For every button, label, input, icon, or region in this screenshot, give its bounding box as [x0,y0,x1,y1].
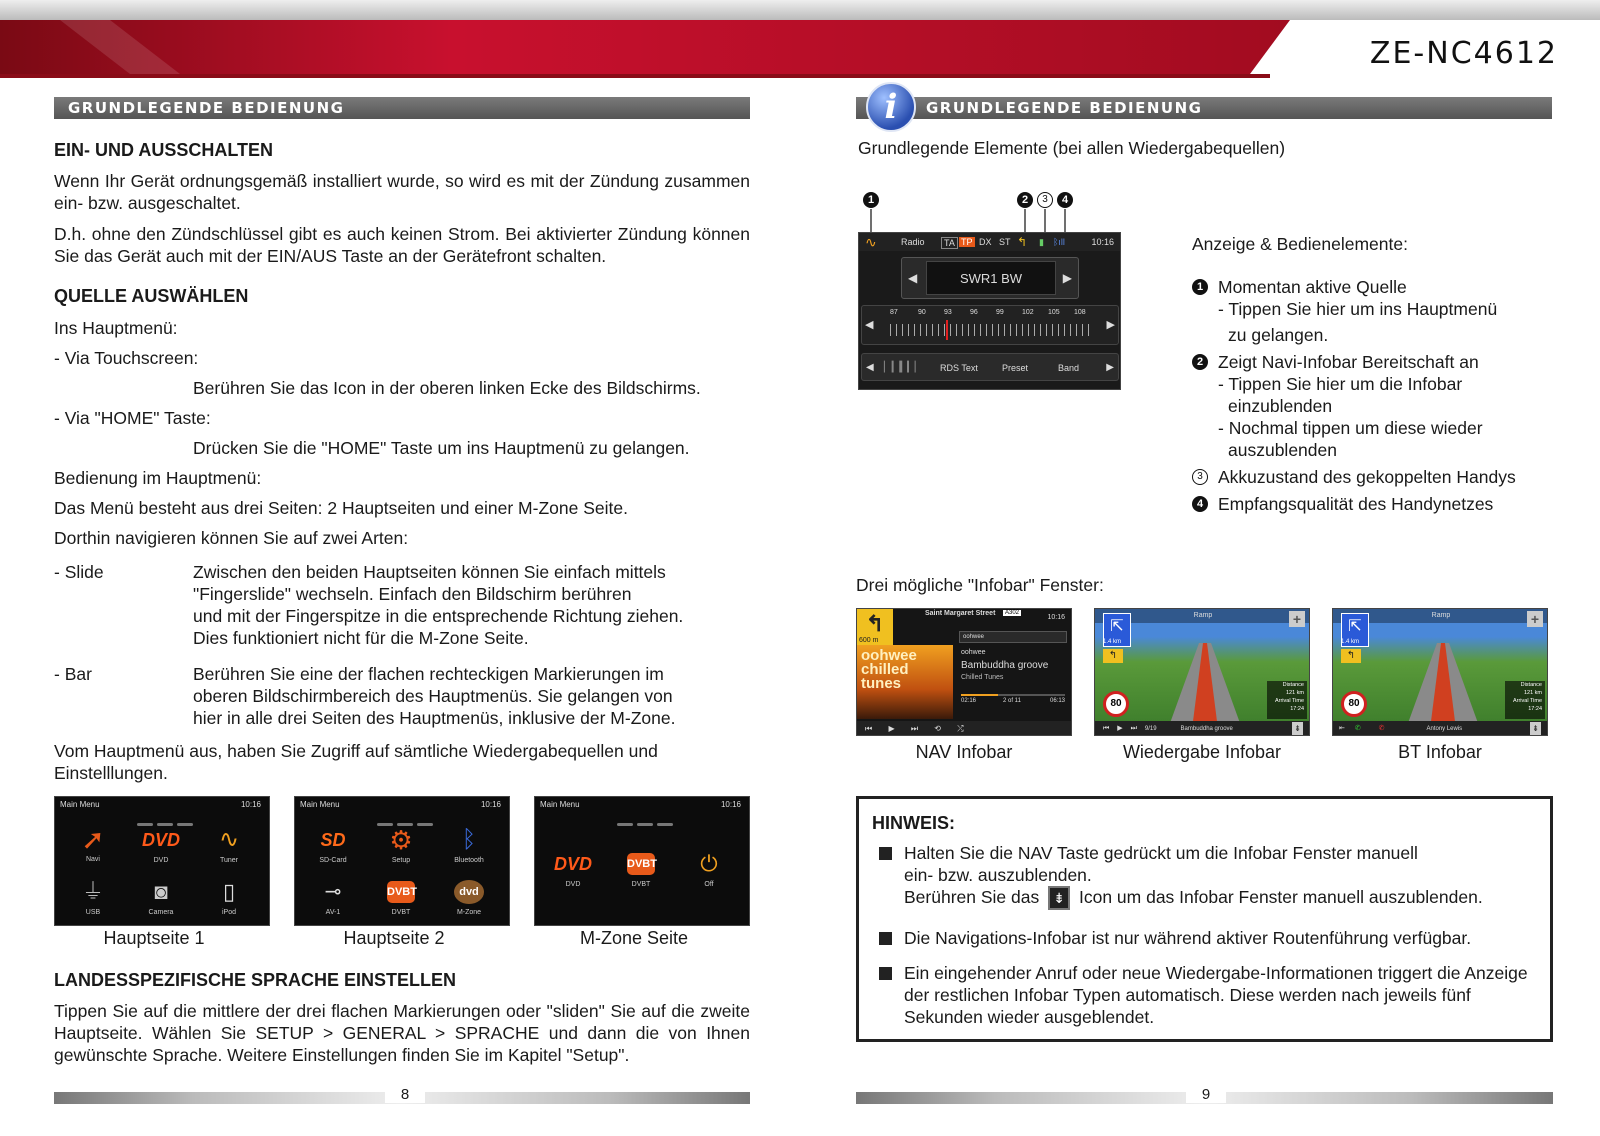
legend-title: Anzeige & Bedienelemente: [1192,234,1408,254]
next-icon[interactable]: ⏭ [910,724,919,733]
speed-limit-sign: 80 [1103,691,1129,717]
menu-item-bluetooth [449,823,489,864]
playback-mini-controls [1095,721,1310,736]
menu-item-av1 [313,875,353,916]
text-line: Zwischen den beiden Hauptseiten können Sie einfach mittels [193,562,666,582]
heading-power: EIN- UND AUSSCHALTEN [54,140,273,160]
caption-main-page-1: Hauptseite 1 [103,928,205,948]
trip-label: Distance [1520,682,1542,688]
slide-description [193,561,753,649]
marker-4: 4 [1057,192,1073,208]
legend-text: zu gelangen. [1228,325,1329,345]
menu-item-label: SD-Card [319,857,347,864]
speed-limit-sign: 80 [1341,691,1367,717]
hide-infobar-icon[interactable]: ⇟ [1532,724,1539,733]
menu-item-label: Tuner [219,857,239,864]
song-title: Bambuddha groove [961,660,1049,671]
right-section-title: GRUNDLEGENDE BEDIENUNG [856,97,1552,119]
station-box [901,257,1079,299]
prev-station-arrow[interactable]: ◀ [908,271,918,285]
menu-item-dvbt [381,875,421,916]
intro-text: Grundlegende Elemente (bei allen Wiedergabequellen) [858,138,1286,158]
menu-item-label: DVD [153,857,169,864]
total-time: 06:13 [1049,698,1065,704]
screen-time: 10:16 [480,800,501,809]
playback-controls [857,721,1072,736]
legend-text: Zeigt Navi-Infobar Bereitschaft an [1218,352,1479,372]
radio-time: 10:16 [1091,237,1114,247]
paragraph-language: Tippen Sie auf die mittlere der drei flachen Markierungen oder "sliden" Sie auf die zweite Hauptseite. Wählen Sie SETUP > GENERAL > SPRACHE und dann die von Ihnen gewünschte Sprache. Weitere Einstellungen finden Sie im Kapitel "Setup". [54,1001,750,1065]
bar-right-arrow[interactable]: ▶ [1106,362,1114,373]
freq-label: 99 [996,309,1004,316]
trip-label: Arrival Time [1512,698,1542,704]
zoom-plus-icon[interactable]: + [1527,611,1543,627]
accept-call-icon[interactable]: ✆ [1354,725,1361,732]
text-line: Ins Hauptmenü: [54,318,178,338]
text-line: oberen Bildschirmbereich des Hauptmenüs. Sie gelangen von [193,686,673,706]
bt-infobar-screenshot [1332,608,1548,736]
scale-ticks [890,324,1090,336]
tuning-needle [946,320,948,340]
menu-item-setup [381,823,421,864]
menu-item-label: AV-1 [325,909,341,916]
infobar-title: Drei mögliche "Infobar" Fenster: [856,575,1104,595]
turn-arrow-icon: ↰ [857,609,893,645]
camera-icon: ◙ [154,879,168,904]
artist-name: oohwee [961,649,986,656]
zoom-plus-icon[interactable]: + [1289,611,1305,627]
note-item-3 [879,962,1529,1028]
trip-label: Arrival Time [1274,698,1304,704]
note-text: Berühren Sie das [904,887,1040,907]
heading-source: QUELLE AUSWÄHLEN [54,286,249,306]
paragraph-access: Vom Hauptmenü aus, haben Sie Zugriff auf sämtliche Wiedergabequellen und Einstelllungen. [54,741,658,783]
freq-label: 96 [970,309,978,316]
legend-item-2 [1192,351,1572,461]
note-text: Halten Sie die NAV Taste gedrückt um die Infobar Fenster manuell [904,843,1418,863]
navi-icon: ➚ [81,824,105,855]
bullet [879,967,892,980]
freq-label: 90 [918,309,926,316]
text-line: Das Menü besteht aus drei Seiten: 2 Hauptseiten und einer M-Zone Seite. [54,498,628,518]
bullet [879,932,892,945]
play-icon[interactable]: ▶ [1117,725,1123,732]
note-box [856,796,1553,1042]
menu-item-label: Bluetooth [454,857,484,864]
legend-number: 2 [1192,354,1208,370]
battery-icon: ▮ [1039,237,1044,247]
next-icon[interactable]: ⏭ [1130,725,1137,732]
radio-bottom-bar [861,353,1119,381]
progress-track[interactable] [961,694,1065,696]
header-stripes [0,0,1600,78]
turn-distance: 600 m [859,637,879,644]
legend-item-1 [1192,276,1572,346]
shuffle-icon[interactable]: ⤮ [957,724,964,733]
menu-item-dvbt [621,847,661,888]
main-menu-page-2-screenshot [294,796,510,926]
trip-value: 17:24 [1528,706,1542,712]
m-zone-page-screenshot [534,796,750,926]
end-call-icon[interactable]: ✆ [1378,725,1385,732]
bullet [879,847,892,860]
exit-distance: 1.4 km [1103,639,1122,645]
paragraph-power-2: D.h. ohne den Zündschlüssel gibt es auch keinen Strom. Bei aktivierter Zündung können Sie das Gerät auch mit der EIN/AUS Taste an der Gerätefront schalten. [54,224,750,266]
legend-item-3 [1192,466,1572,488]
legend-number: 3 [1192,469,1208,485]
legend-text: Akkuzustand des gekoppelten Handys [1218,467,1516,487]
caption-main-page-2: Hauptseite 2 [343,928,445,948]
page-markers [615,813,675,831]
sd-card-icon: SD [320,830,346,850]
scale-right-arrow[interactable]: ▶ [1106,319,1115,331]
bar-label: - Bar [54,664,92,684]
trip-label: Distance [1282,682,1304,688]
note-text-line [904,886,1539,910]
text-line: Dies funktioniert nicht für die M-Zone Seite. [193,628,529,648]
trip-value: 121 km [1523,690,1542,696]
menu-item-sd-card [313,823,353,864]
note-text: Die Navigations-Infobar ist nur während aktiver Routenführung verfügbar. [904,928,1472,948]
dvd-icon: DVD [553,854,592,874]
band-button[interactable]: Band [1058,363,1080,373]
legend-text: auszublenden [1228,440,1337,460]
legend-text: Empfangsqualität des Handynetzes [1218,494,1494,514]
text-line: - Via "HOME" Taste: [54,408,211,428]
marker-1: 1 [863,192,879,208]
highway-exit-icon: ⇱ [1341,613,1369,647]
track-counter: 9/19 [1144,726,1157,732]
menu-item-usb [73,875,113,916]
power-icon: ⏻ [700,851,718,876]
turn-arrow-icon: ↰ [1103,649,1123,663]
track-counter: 2 of 11 [1003,698,1021,704]
text-line: - Via Touchscreen: [54,348,199,368]
m-zone-icon: dvd [454,880,484,904]
note-title: HINWEIS: [872,813,955,833]
progress-fill [961,694,998,696]
marker-2: 2 [1017,192,1033,208]
road-number: A302 [1005,610,1020,616]
menu-item-label: DVBT [631,881,651,888]
menu-item-label: iPod [221,909,236,916]
repeat-icon[interactable]: ⟲ [934,724,941,733]
menu-item-label: Off [704,881,714,888]
exit-distance: 1.4 km [1341,639,1360,645]
paragraph-power-1: Wenn Ihr Gerät ordnungsgemäß installiert wurde, so wird es mit der Zündung zusammen ein- bzw. ausgeschaltet. [54,171,750,213]
menu-item-navi [73,823,113,863]
street-name: Saint Margaret Street [925,610,996,617]
menu-item-label: USB [85,909,101,916]
trip-value: 121 km [1285,690,1304,696]
text-line: und mit der Fingerspitze in die entsprechende Richtung ziehen. [193,606,684,626]
radio-source-label: Radio [901,237,925,247]
hide-infobar-icon[interactable]: ⇟ [1294,724,1301,733]
contact-name: Antony Lewis [1426,726,1463,732]
radio-screenshot [858,232,1121,390]
trip-value: 17:24 [1290,706,1304,712]
note-item-2 [879,927,1539,949]
legend-list [1192,276,1572,515]
tag-ta: TA [941,237,958,249]
menu-item-label: DVBT [391,909,411,916]
menu-item-m-zone [449,875,489,916]
tag-tp: TP [961,237,973,247]
playback-infobar-screenshot [1094,608,1310,736]
source-field[interactable]: oohwee [959,631,1067,643]
frequency-scale[interactable] [861,305,1119,345]
screen-title: Main Menu [540,800,580,809]
info-icon: i [866,82,916,132]
road-name: Ramp [1095,609,1310,623]
menu-item-label: M-Zone [456,909,482,916]
previous-icon[interactable]: ⏮ [1103,725,1110,732]
menu-item-label: DVD [565,881,581,888]
next-station-arrow[interactable]: ▶ [1062,271,1072,285]
bt-call-controls [1333,721,1548,736]
screen-title: Main Menu [300,800,340,809]
ipod-icon: ▯ [222,879,236,904]
menu-item-tuner [209,823,249,864]
dvbt-icon: DVBT [627,853,655,875]
screen-time: 10:16 [240,800,261,809]
text-line: Berühren Sie eine der flachen rechteckigen Markierungen im [193,664,664,684]
caption-nav-infobar: NAV Infobar [915,742,1013,762]
bar-description [193,663,753,729]
elapsed-time: 02:16 [961,698,977,704]
legend-number: 1 [1192,279,1208,295]
legend-text: einzublenden [1228,396,1333,416]
freq-label: 105 [1048,309,1060,316]
cover-text: oohwee chilled tunes [861,647,917,692]
menu-item-off [689,847,729,888]
dvd-icon: DVD [141,830,180,850]
freq-label: 87 [890,309,898,316]
caption-m-zone: M-Zone Seite [579,928,689,948]
note-text: Ein eingehender Anruf oder neue Wiedergabe-Informationen triggert die Anzeige der restlichen Infobar Typen automatisch. Diese werden nach jeweils fünf Sekunden wieder ausgeblendet. [904,963,1528,1027]
dvbt-icon: DVBT [387,881,415,903]
caption-bt-infobar: BT Infobar [1398,742,1482,762]
page-number: 8 [385,1086,425,1103]
note-text: ein- bzw. auszublenden. [904,865,1092,885]
menu-item-camera [141,875,181,916]
nav-infobar-screenshot [856,608,1072,736]
station-name: SWR1 BW [926,261,1056,295]
highway-exit-icon: ⇱ [1103,613,1131,647]
note-item-1 [879,842,1539,910]
av-cable-icon: ⊸ [324,881,342,903]
menu-item-dvd [553,847,593,888]
freq-label: 108 [1074,309,1086,316]
caption-playback-infobar: Wiedergabe Infobar [1122,742,1282,762]
marker-3: 3 [1037,192,1053,208]
menu-item-label: Navi [85,856,100,863]
song-title: Bambuddha groove [1180,726,1233,732]
radio-status-bar [859,233,1121,251]
road-name: Ramp [1333,609,1548,623]
text-line: hier in alle drei Seiten des Hauptmenüs, inklusive der M-Zone. [193,708,676,728]
tag-st: ST [999,237,1011,247]
nav-time: 10:16 [1047,614,1065,621]
legend-number: 4 [1192,496,1208,512]
legend-text: - Tippen Sie hier um die Infobar [1218,374,1463,394]
left-section-title: GRUNDLEGENDE BEDIENUNG [54,97,750,119]
legend-text: - Tippen Sie hier um ins Hauptmenü [1218,299,1498,319]
navi-infobar-icon[interactable]: ↰ [1017,235,1028,249]
gear-icon: ⚙ [389,825,413,855]
text-line: Drücken Sie die "HOME" Taste um ins Hauptmenü zu gelangen. [193,438,690,458]
note-text: Icon um das Infobar Fenster manuell auszublenden. [1078,887,1483,907]
scale-left-arrow[interactable]: ◀ [865,319,874,331]
menu-item-label: Camera [148,909,174,916]
usb-icon: ⏚ [81,879,104,904]
radio-source-icon[interactable]: ∿ [865,234,877,250]
tag-dx: DX [979,237,992,247]
signal-icon: ᛒıll [1053,237,1065,247]
hide-infobar-icon: ⇟ [1048,886,1070,910]
menu-item-label: Setup [391,857,411,864]
slide-label: - Slide [54,562,104,582]
bar-left-arrow[interactable]: ◀ [866,362,874,373]
text-line: Dorthin navigieren können Sie auf zwei Arten: [54,528,409,548]
play-icon[interactable]: ▶ [888,724,895,733]
text-line: Berühren Sie das Icon in der oberen linken Ecke des Bildschirms. [193,378,701,398]
album-cover [857,645,953,719]
tuner-icon: ∿ [218,826,240,853]
legend-text: Momentan aktive Quelle [1218,277,1407,297]
previous-icon[interactable]: ⏮ [865,724,873,733]
legend-item-4 [1192,493,1572,515]
text-line: Bedienung im Hauptmenü: [54,468,262,488]
freq-label: 93 [944,309,952,316]
preset-button[interactable]: Preset [1002,363,1029,373]
menu-item-dvd [141,823,181,864]
equalizer-icon[interactable]: ▏▎▍▎▏ [884,362,923,373]
page-number: 9 [1186,1086,1226,1103]
trip-info-panel [1505,681,1545,719]
freq-label: 102 [1022,309,1034,316]
screen-title: Main Menu [60,800,100,809]
turn-arrow-icon: ↰ [1341,649,1361,663]
heading-language: LANDESSPEZIFISCHE SPRACHE EINSTELLEN [54,970,457,990]
text-line: "Fingerslide" wechseln. Einfach den Bildschirm berühren [193,584,632,604]
legend-text: - Nochmal tippen um diese wieder [1218,418,1483,438]
bluetooth-icon: ᛒ [461,826,477,853]
screen-time: 10:16 [720,800,741,809]
main-menu-page-1-screenshot [54,796,270,926]
rds-text-button[interactable]: RDS Text [940,363,978,373]
model-name: ZE-NC4612 [1369,36,1558,71]
trip-info-panel [1267,681,1307,719]
menu-item-ipod [209,875,249,916]
phone-keypad-icon[interactable]: ⇤ [1339,725,1345,732]
header-banner [0,0,1600,78]
album-name: Chilled Tunes [961,674,1004,681]
